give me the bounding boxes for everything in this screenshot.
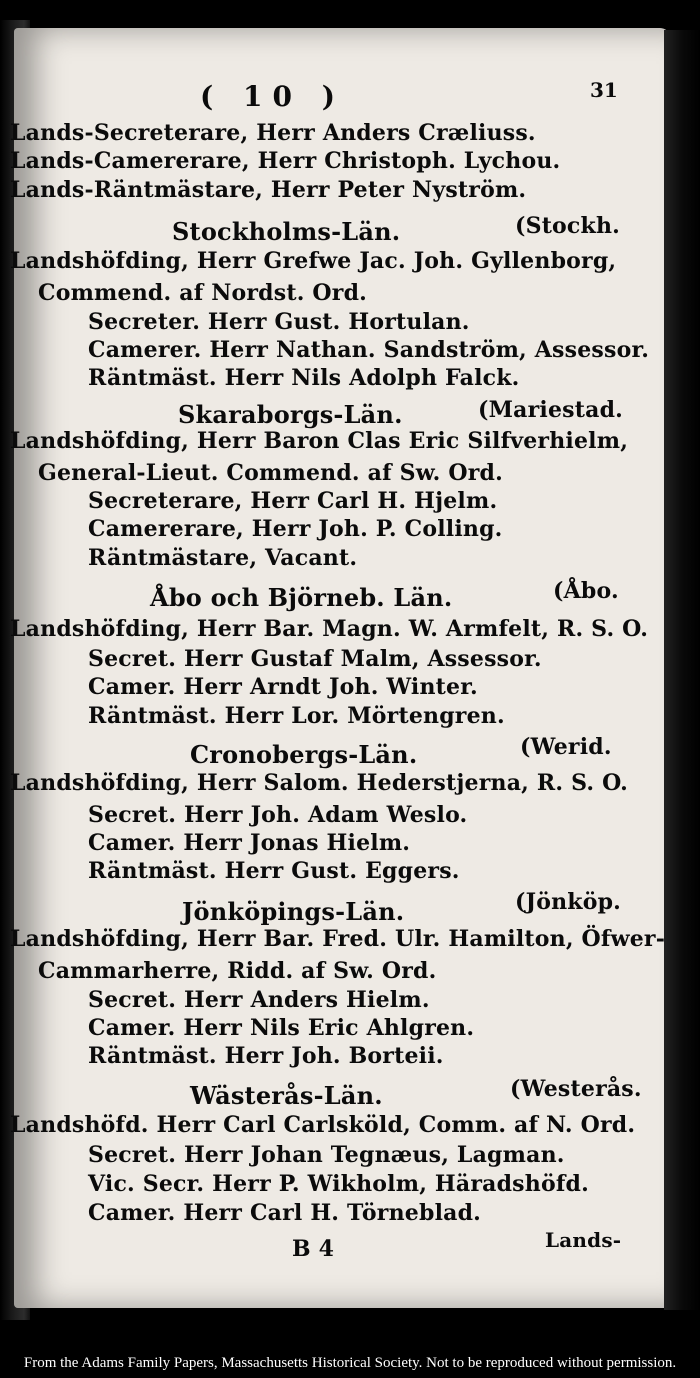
section-town: (Stockh. <box>515 213 621 239</box>
text-line: Secret. Herr Gustaf Malm, Assessor. <box>88 646 542 672</box>
catchword: Lands- <box>545 1228 622 1252</box>
text-line: Räntmästare, Vacant. <box>88 545 358 571</box>
text-line: Lands-Camererare, Herr Christoph. Lychou. <box>10 148 561 174</box>
text-line: Camer. Herr Nils Eric Ahlgren. <box>88 1015 475 1041</box>
section-heading: Cronobergs-Län. <box>190 740 418 769</box>
text-line: Secret. Herr Anders Hielm. <box>88 987 430 1013</box>
text-line: Landshöfding, Herr Bar. Magn. W. Armfelt, R. S. O. <box>10 616 649 642</box>
text-line: Camer. Herr Carl H. Törneblad. <box>88 1200 482 1226</box>
text-line: Camer. Herr Jonas Hielm. <box>88 830 411 856</box>
section-town: (Mariestad. <box>478 397 624 423</box>
page-marker: ( 10 ) <box>200 80 345 113</box>
text-line: Commend. af Nordst. Ord. <box>38 280 368 306</box>
section-town: (Werid. <box>520 734 612 760</box>
text-line: Räntmäst. Herr Gust. Eggers. <box>88 858 460 884</box>
text-line: Landshöfd. Herr Carl Carlsköld, Comm. af N. Ord. <box>10 1112 636 1138</box>
text-line: Camererare, Herr Joh. P. Colling. <box>88 516 503 542</box>
section-heading: Jönköpings-Län. <box>182 897 405 926</box>
text-line: Camer. Herr Arndt Joh. Winter. <box>88 674 478 700</box>
section-town: (Åbo. <box>553 578 619 604</box>
text-line: Landshöfding, Herr Salom. Hederstjerna, R. S. O. <box>10 770 629 796</box>
text-line: Lands-Secreterare, Herr Anders Cræliuss. <box>10 120 536 146</box>
text-line: Landshöfding, Herr Baron Clas Eric Silfverhielm, <box>10 428 629 454</box>
section-town: (Jönköp. <box>515 889 622 915</box>
text-line: Camerer. Herr Nathan. Sandström, Assessor. <box>88 337 650 363</box>
text-line: Secreterare, Herr Carl H. Hjelm. <box>88 488 498 514</box>
page-number: 31 <box>590 78 618 102</box>
credit-line: From the Adams Family Papers, Massachusetts Historical Society. Not to be reproduced without permission. <box>23 1355 677 1371</box>
text-line: Räntmäst. Herr Nils Adolph Falck. <box>88 365 520 391</box>
text-line: General-Lieut. Commend. af Sw. Ord. <box>38 460 503 486</box>
text-line: Secret. Herr Joh. Adam Weslo. <box>88 802 468 828</box>
signature-mark: B 4 <box>292 1236 335 1262</box>
text-line: Secret. Herr Johan Tegnæus, Lagman. <box>88 1142 565 1168</box>
text-line: Landshöfding, Herr Bar. Fred. Ulr. Hamilton, Öfwer- <box>10 926 666 952</box>
text-line: Cammarherre, Ridd. af Sw. Ord. <box>38 958 437 984</box>
section-heading: Skaraborgs-Län. <box>178 400 403 429</box>
text-line: Vic. Secr. Herr P. Wikholm, Häradshöfd. <box>88 1171 589 1197</box>
text-line: Secreter. Herr Gust. Hortulan. <box>88 309 470 335</box>
section-heading: Stockholms-Län. <box>172 217 401 246</box>
section-heading: Åbo och Björneb. Län. <box>150 583 453 612</box>
section-heading: Wästerås-Län. <box>190 1081 383 1110</box>
text-line: Lands-Räntmästare, Herr Peter Nyström. <box>10 177 527 203</box>
text-line: Räntmäst. Herr Joh. Borteii. <box>88 1043 444 1069</box>
text-line: Landshöfding, Herr Grefwe Jac. Joh. Gyllenborg, <box>10 248 617 274</box>
section-town: (Westerås. <box>510 1076 642 1102</box>
text-line: Räntmäst. Herr Lor. Mörtengren. <box>88 703 505 729</box>
